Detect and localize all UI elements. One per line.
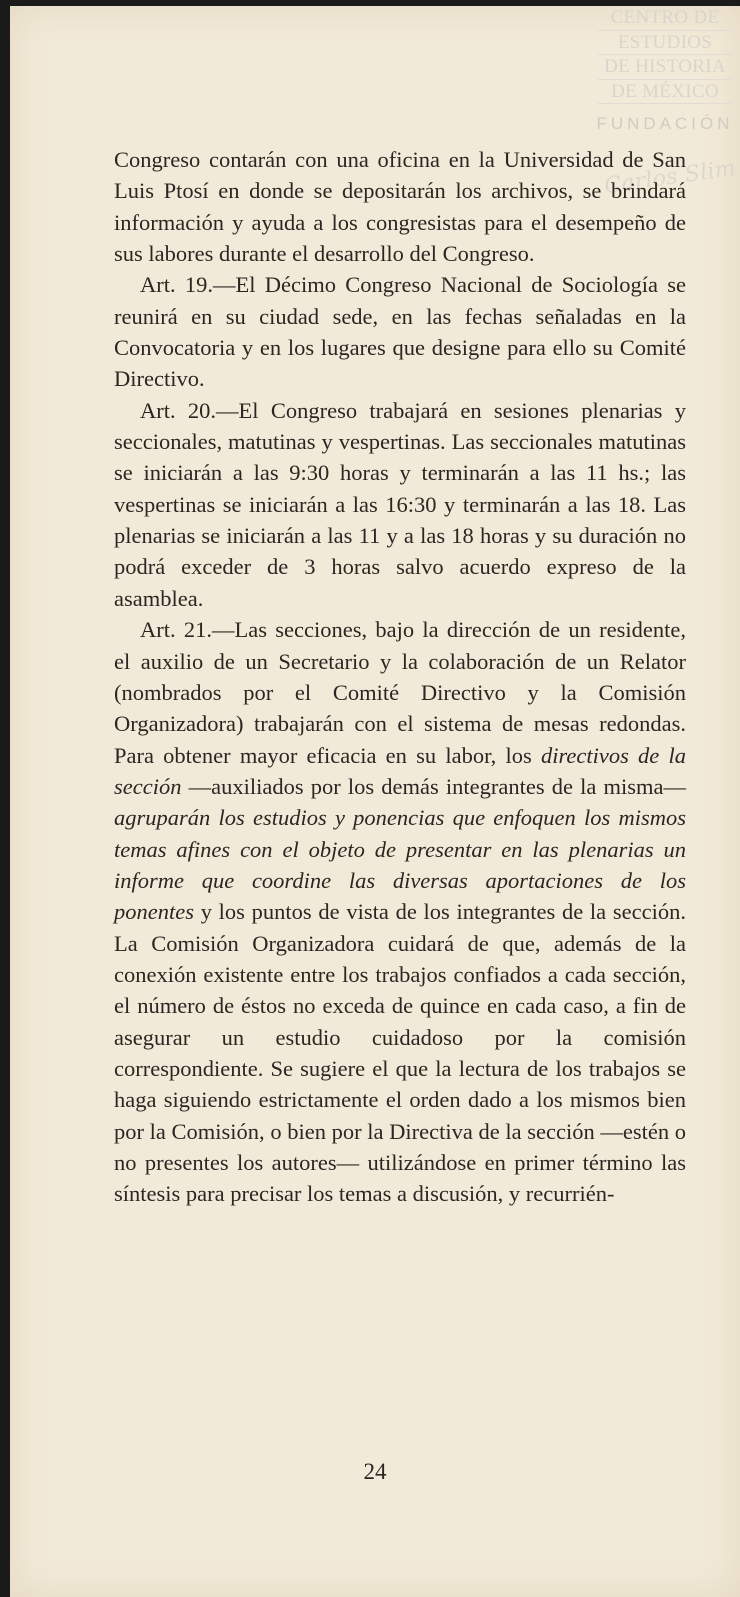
page-number: 24 [363,1459,387,1484]
text-run: Art. 21.—Las secciones, bajo la dirección de un residente, el auxilio de un Secretario y la colaboración de un Relator (nombrados por el Comité Directivo y la Comisión Organizadora) trabajarán con el sistema de mesas redondas. Para obtener mayor eficacia en su labor, los [114,617,686,768]
document-page [10,6,740,1597]
watermark-line: DE HISTORIA [598,55,732,80]
italic-run: agruparán los estudios y ponencias que enfoquen los mismos temas afines con el objeto de presentar en las plenarias un informe que coordine las diversas aportaciones de los ponentes [114,805,686,925]
watermark-line: DE MÉXICO [598,80,732,105]
paragraph-art-20: Art. 20.—El Congreso trabajará en sesiones plenarias y seccionales, matutinas y vespertinas. Las seccionales matutinas se iniciarán a las 9:30 horas y terminarán a las 11 hs.; las vespertinas se iniciarán a las 16:30 y terminarán a las 18. Las plenarias se iniciarán a las 11 y a las 18 horas y su duración no podrá exceder de 3 horas salvo acuerdo expreso de la asamblea. [114,397,686,611]
text-run: y los puntos de vista de los integrantes de la sección. La Comisión Organizadora cuidará de que, además de la conexión existente entre los trabajos confiados a cada sección, el número de éstos no exceda de quince en cada caso, a fin de asegurar un estudio cuidadoso por la comisión correspondiente. Se sugiere el que la lectura de los trabajos se haga siguiendo estrictamente el orden dado a los mismos bien por la Comisión, o bien por la Directiva de la sección —estén o no presentes los autores— utilizándose en primer término las síntesis para precisar los temas a discusión, y recurrién- [114,899,686,1207]
archive-watermark [590,6,740,200]
body-text [114,144,686,1210]
watermark-line: ESTUDIOS [598,31,732,56]
text-run: —auxiliados por los demás integrantes de la misma— [181,773,686,799]
paragraph-art-19: Art. 19.—El Décimo Congreso Nacional de Sociología se reunirá en su ciudad sede, en las fechas señaladas en la Convocatoria y en los lugares que designe para ello su Comité Directivo. [114,272,686,392]
watermark-foundation: FUNDACIÓN [596,114,734,133]
paragraph-art-21 [114,614,686,1210]
watermark-signature: Carlos Slim [602,155,738,200]
paragraph-continuation: Congreso contarán con una oficina en la Universidad de San Luis Ptosí en donde se depositarán los archivos, se brindará información y ayuda a los congresistas para el desempeño de sus labores durante el desarrollo del Congreso. [114,147,686,267]
watermark-line: CENTRO DE [598,6,732,31]
italic-run: directivos de la sección [114,742,686,799]
